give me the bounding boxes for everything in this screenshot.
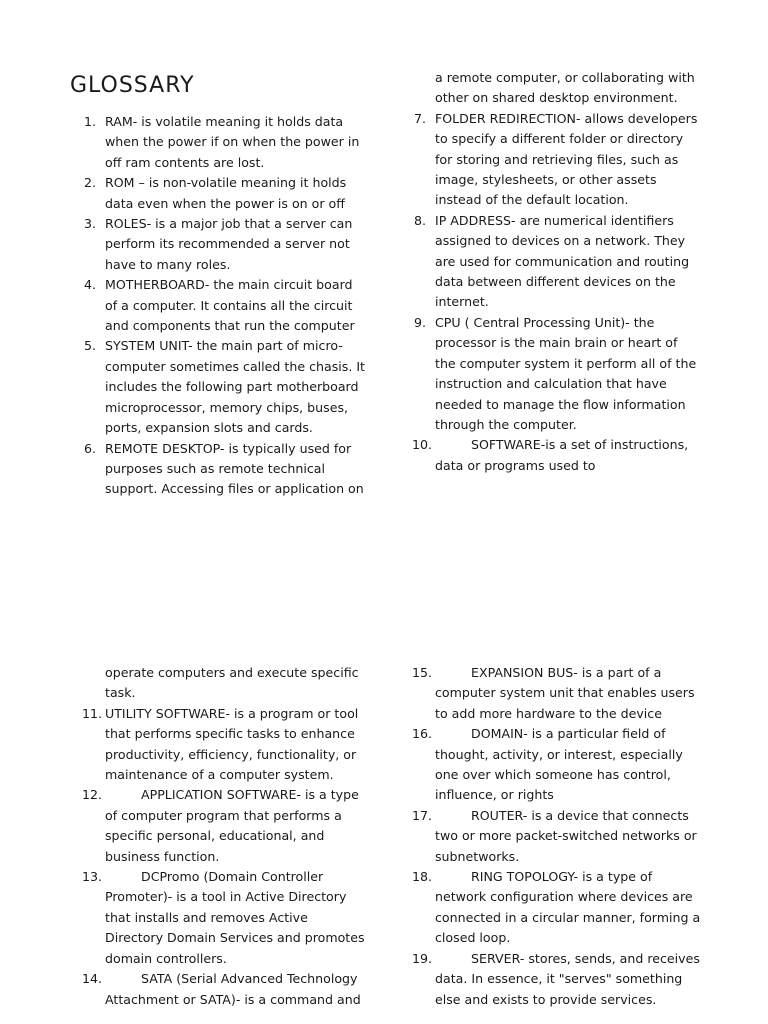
glossary-item: [84, 867, 366, 969]
item-text: CPU ( Central Processing Unit)- the processor is the main brain or heart of the computer system it perform all of the instruction and calculation that have needed to manage the flow information through the computer.: [435, 314, 697, 432]
item-text: APPLICATION SOFTWARE- is a type of computer program that performs a specific personal, educational, and business function.: [105, 787, 359, 864]
item-number: 11.: [82, 705, 103, 721]
item-number: 14.: [82, 971, 103, 987]
item-number: 5.: [84, 338, 97, 354]
item-text: SOFTWARE-is a set of instructions, data or programs used to: [435, 437, 689, 473]
item-number: 3.: [84, 216, 97, 232]
glossary-item: [84, 173, 366, 214]
item-text: SERVER- stores, sends, and receives data. In essence, it "serves" something else and exists to provide services.: [435, 950, 700, 1007]
glossary-item: [84, 969, 366, 1010]
glossary-item: [84, 704, 366, 786]
glossary-item: [84, 336, 366, 438]
item-text: DOMAIN- is a particular field of thought, activity, or interest, especially one over which someone has control, influence, or rights: [435, 726, 683, 803]
item-text: ROUTER- is a device that connects two or more packet-switched networks or subnetworks.: [435, 807, 697, 864]
item-number: 6.: [84, 440, 97, 456]
item-text: EXPANSION BUS- is a part of a computer system unit that enables users to add more hardware to the device: [435, 665, 695, 721]
glossary-item: [414, 663, 702, 724]
glossary-item: [414, 109, 702, 211]
glossary-item: [414, 867, 702, 949]
item-text: SYSTEM UNIT- the main part of micro-computer sometimes called the chasis. It includes the following part motherboard microprocessor, memory chips, buses, ports, expansion slots and cards.: [105, 338, 365, 436]
item-text: MOTHERBOARD- the main circuit board of a computer. It contains all the circuit and components that run the computer: [105, 277, 355, 334]
item-number: 16.: [412, 726, 433, 742]
item-number: 2.: [84, 175, 97, 191]
item-number: 9.: [414, 314, 427, 330]
item-continuation: a remote computer, or collaborating with other on shared desktop environment.: [435, 70, 695, 106]
glossary-item: [84, 214, 366, 275]
page-2: [0, 512, 768, 1024]
item-continuation: operate computers and execute specific task.: [105, 665, 359, 701]
item-text: RAM- is volatile meaning it holds data when the power if on when the power in off ram contents are lost.: [105, 114, 360, 170]
glossary-column-left: [84, 112, 366, 500]
glossary-item: [414, 949, 702, 1010]
glossary-item: [84, 439, 366, 500]
item-number: 17.: [412, 807, 433, 823]
item-number: 8.: [414, 212, 427, 228]
glossary-item: [84, 785, 366, 867]
glossary-item: [414, 313, 702, 435]
item-number: 12.: [82, 787, 103, 803]
item-number: 13.: [82, 869, 103, 885]
item-number: 19.: [412, 950, 433, 966]
item-text: SATA (Serial Advanced Technology Attachment or SATA)- is a command and: [105, 971, 361, 1007]
item-text: UTILITY SOFTWARE- is a program or tool that performs specific tasks to enhance productivity, efficiency, functionality, or maintenance of a computer system.: [105, 705, 359, 783]
item-text: ROM – is non-volatile meaning it holds data even when the power is on or off: [105, 175, 347, 211]
glossary-column-left: [84, 663, 366, 1010]
glossary-item: [414, 211, 702, 313]
item-number: 7.: [414, 110, 427, 126]
item-number: 15.: [412, 665, 433, 680]
item-number: 4.: [84, 277, 97, 293]
glossary-item: [414, 435, 702, 476]
item-number: 18.: [412, 869, 433, 885]
item-text: REMOTE DESKTOP- is typically used for purposes such as remote technical support. Accessing files or application on: [105, 440, 364, 497]
glossary-item: [414, 724, 702, 806]
page-title: GLOSSARY: [70, 73, 195, 98]
item-number: 1.: [84, 114, 97, 129]
item-number: 10.: [412, 437, 433, 453]
glossary-item: [84, 275, 366, 336]
item-text: RING TOPOLOGY- is a type of network configuration where devices are connected in a circular manner, forming a closed loop.: [435, 869, 701, 946]
glossary-column-right: [414, 68, 702, 476]
glossary-item: [414, 806, 702, 867]
item-text: IP ADDRESS- are numerical identifiers assigned to devices on a network. They are used for communication and routing data between different devices on the internet.: [435, 212, 690, 310]
item-text: DCPromo (Domain Controller Promoter)- is a tool in Active Directory that installs and removes Active Directory Domain Services and promotes domain controllers.: [105, 869, 365, 966]
item-text: FOLDER REDIRECTION- allows developers to specify a different folder or directory for storing and retrieving files, such as image, stylesheets, or other assets instead of the default location.: [435, 110, 698, 208]
glossary-column-right: [414, 663, 702, 1010]
glossary-item: [84, 112, 366, 173]
item-text: ROLES- is a major job that a server can perform its recommended a server not have to many roles.: [105, 216, 353, 272]
